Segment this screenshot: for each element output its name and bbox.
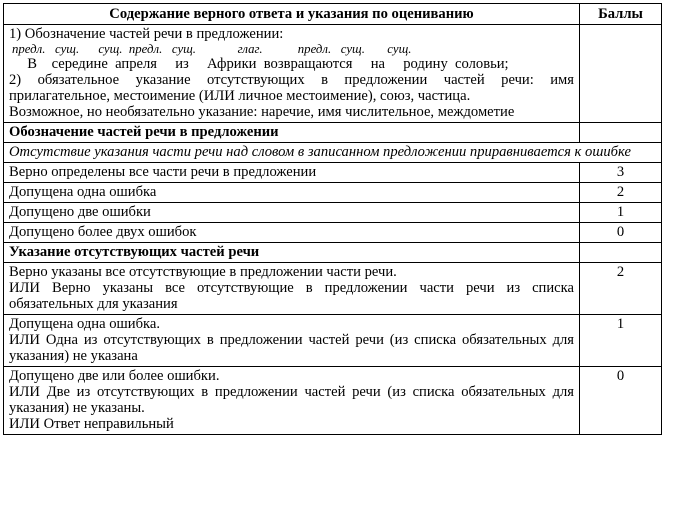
criterion-text: Верно определены все части речи в предложении xyxy=(4,163,580,183)
criterion-score: 0 xyxy=(580,367,662,435)
criterion-row xyxy=(4,163,662,183)
criterion-text xyxy=(4,263,580,315)
answer-item-1: 1) Обозначение частей речи в предложении: xyxy=(9,26,284,42)
section-row xyxy=(4,243,662,263)
section-1-title: Обозначение частей речи в предложении xyxy=(4,123,580,143)
criterion-score: 0 xyxy=(580,223,662,243)
criterion-text: Допущено две ошибки xyxy=(4,203,580,223)
criterion-line: Верно указаны все отсутствующие в предложении части речи. xyxy=(9,264,397,280)
section-2-title: Указание отсутствующих частей речи xyxy=(4,243,580,263)
criterion-text xyxy=(4,367,580,435)
criterion-line: ИЛИ Две из отсутствующих в предложении частей речи (из списка обязательных для указания) не указаны. xyxy=(9,384,574,416)
note-row xyxy=(4,143,662,163)
answer-item-2: 2) обязательное указание отсутствующих в предложении частей речи: имя прилагательное, местоимение (ИЛИ личное местоимение), союз, частица. xyxy=(9,72,574,104)
criterion-row xyxy=(4,203,662,223)
criterion-line: Допущено две или более ошибки. xyxy=(9,368,220,384)
criterion-text: Допущено более двух ошибок xyxy=(4,223,580,243)
criterion-score: 2 xyxy=(580,183,662,203)
example-sentence: В середине апреля из Африки возвращаются на родину соловьи; xyxy=(9,56,509,72)
header-points: Баллы xyxy=(580,4,662,25)
criterion-score: 1 xyxy=(580,203,662,223)
answer-row xyxy=(4,25,662,123)
criterion-line: ИЛИ Одна из отсутствующих в предложении частей речи (из списка обязательных для указания) не указана xyxy=(9,332,574,364)
section-2-score-cell xyxy=(580,243,662,263)
criterion-row xyxy=(4,223,662,243)
criterion-score: 3 xyxy=(580,163,662,183)
answer-cell xyxy=(4,25,580,123)
criterion-line: Допущена одна ошибка. xyxy=(9,316,161,332)
criterion-text xyxy=(4,315,580,367)
criterion-line: ИЛИ Ответ неправильный xyxy=(9,416,174,432)
part-of-speech-tags: предл. сущ. сущ. предл. сущ. глаг. предл. сущ. сущ. xyxy=(12,42,412,56)
criterion-score: 2 xyxy=(580,263,662,315)
section-row xyxy=(4,123,662,143)
section-1-score-cell xyxy=(580,123,662,143)
grading-table xyxy=(3,3,662,435)
header-content: Содержание верного ответа и указания по оцениванию xyxy=(4,4,580,25)
answer-optional: Возможное, но необязательно указание: наречие, имя числительное, междометие xyxy=(9,104,515,120)
criterion-row xyxy=(4,367,662,435)
section-1-note: Отсутствие указания части речи над словом в записанном предложении приравнивается к ошибке xyxy=(4,143,662,163)
answer-score-cell xyxy=(580,25,662,123)
header-row xyxy=(4,4,662,25)
criterion-score: 1 xyxy=(580,315,662,367)
criterion-text: Допущена одна ошибка xyxy=(4,183,580,203)
criterion-row xyxy=(4,315,662,367)
criterion-row xyxy=(4,183,662,203)
criterion-line: ИЛИ Верно указаны все отсутствующие в предложении части речи из списка обязательных для указания xyxy=(9,280,574,312)
criterion-row xyxy=(4,263,662,315)
